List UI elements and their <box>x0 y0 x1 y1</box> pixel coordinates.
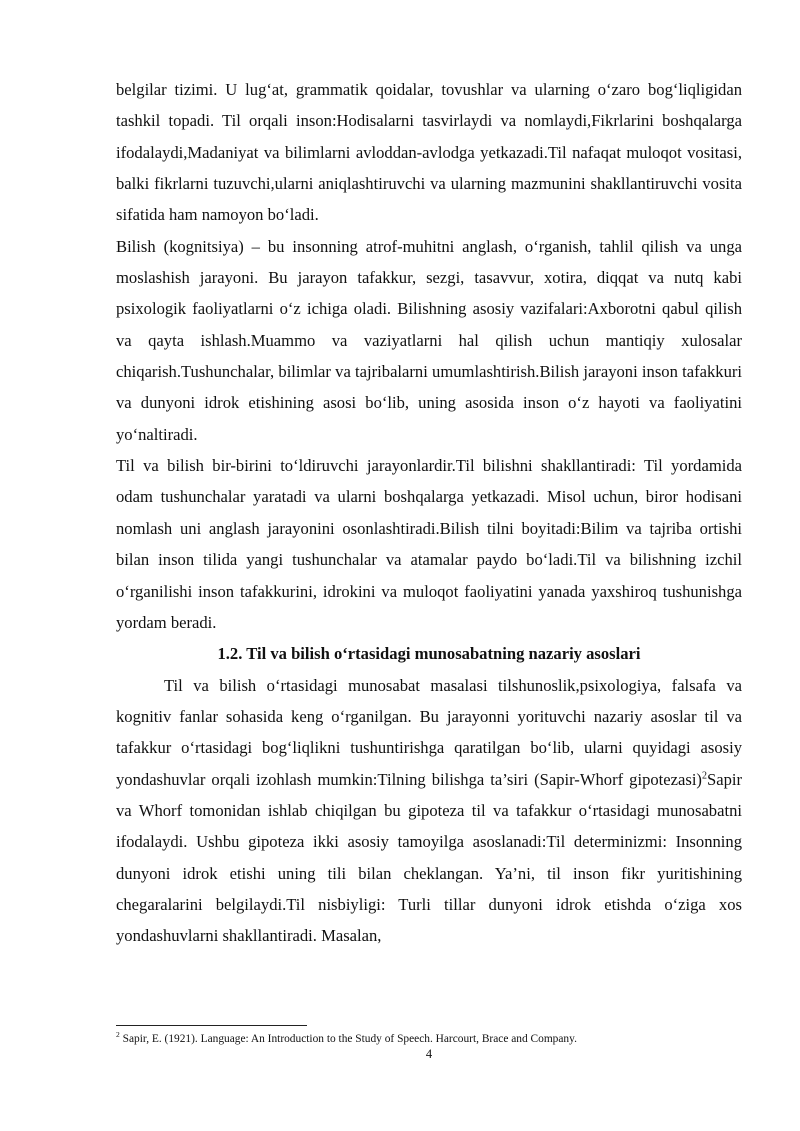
section-paragraph-part-1: Til va bilish o‘rtasidagi munosabat masalasi tilshunoslik,psixologiya, falsafa va kognitiv fanlar sohasida keng o‘rganilgan. Bu jarayonni yorituvchi nazariy asoslar til va tafakkur o‘rtasidagi bog‘liqlikni tushuntirishga qaratilgan bo‘lib, ularni quyidagi asosiy yondashuvlar orqali izohlash mumkin:Tilning bilishga ta’siri (Sapir-Whorf gipotezasi) <box>116 675 742 789</box>
section-paragraph-part-2: Sapir va Whorf tomonidan ishlab chiqilgan bu gipoteza til va tafakkur o‘rtasidagi munosabatni ifodalaydi. Ushbu gipoteza ikki asosiy tamoyilga asoslanadi:Til determinizmi: Insonning dunyoni idrok etishi uning tili bilan cheklangan. Ya’ni, til inson fikr yuritishining chegaralarini belgilaydi.Til nisbiyligi: Turli tillar dunyoni idrok etishda o‘ziga xos yondashuvlarni shakllantiradi. Masalan, <box>116 769 742 946</box>
footnote-divider <box>116 1025 307 1026</box>
paragraph-1: belgilar tizimi. U lug‘at, grammatik qoidalar, tovushlar va ularning o‘zaro bog‘liqligidan tashkil topadi. Til orqali inson:Hodisalarni tasvirlaydi va nomlaydi,Fikrlarini boshqalarga ifodalaydi,Madaniyat va bilimlarni avloddan-avlodga yetkazadi.Til nafaqat muloqot vositasi, balki fikrlarni tuzuvchi,ularni aniqlashtiruvchi va ularning mazmunini shakllantiruvchi vosita sifatida ham namoyon bo‘ladi. <box>116 80 742 225</box>
section-paragraph <box>116 670 742 952</box>
section-heading: 1.2. Til va bilish o‘rtasidagi munosabatning nazariy asoslari <box>217 644 641 664</box>
body-text <box>116 74 742 952</box>
footnote-number: 2 <box>116 1030 120 1040</box>
paragraph-3: Til va bilish bir-birini to‘ldiruvchi jarayonlardir.Til bilishni shakllantiradi: Til yordamida odam tushunchalar yaratadi va ularni boshqalarga yetkazadi. Misol uchun, biror hodisani nomlash uni anglash jarayonini osonlashtiradi.Bilish tilni boyitadi:Bilim va tajriba ortishi bilan inson tilida yangi tushunchalar va atamalar paydo bo‘ladi.Til va bilishning izchil o‘rganilishi inson tafakkurini, idrokini va muloqot faoliyatini yanada yaxshiroq tushunishga yordam beradi. <box>116 456 742 632</box>
footnote-reference: 2 <box>701 770 707 782</box>
footnote-text: Sapir, E. (1921). Language: An Introduction to the Study of Speech. Harcourt, Brace and Company. <box>122 1033 577 1045</box>
page-number: 4 <box>425 1047 433 1061</box>
footnote <box>116 1031 742 1047</box>
paragraph-2: Bilish (kognitsiya) – bu insonning atrof-muhitni anglash, o‘rganish, tahlil qilish va unga moslashish jarayoni. Bu jarayon tafakkur, sezgi, tasavvur, xotira, diqqat va nutq kabi psixologik faoliyatlarni o‘z ichiga oladi. Bilishning asosiy vazifalari:Axborotni qabul qilish va qayta ishlash.Muammo va vaziyatlarni hal qilish uchun mantiqiy xulosalar chiqarish.Tushunchalar, bilimlar va tajribalarni umumlashtirish.Bilish jarayoni inson tafakkuri va dunyoni idrok etishining asosi bo‘lib, uning asosida inson o‘z hayoti va faoliyatini yo‘naltiradi. <box>116 236 742 444</box>
